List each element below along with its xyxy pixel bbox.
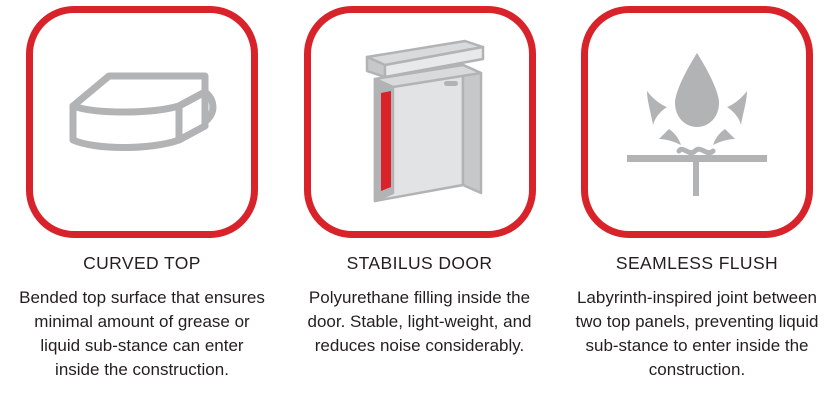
curved-top-icon (55, 62, 230, 182)
seamless-flush-icon-frame (581, 6, 813, 238)
feature-item-stabilus-door (286, 6, 554, 358)
feature-description: Labyrinth-inspired joint between two top panels, preventing liquid sub-stance to enter inside the construction. (575, 288, 819, 380)
seamless-flush-icon (617, 47, 777, 197)
feature-title: STABILUS DOOR (346, 253, 493, 273)
feature-title: CURVED TOP (83, 253, 201, 273)
curved-top-icon-frame (26, 6, 258, 238)
feature-description: Bended top surface that ensures minimal amount of grease or liquid sub-stance can enter inside the construction. (19, 288, 265, 380)
stabilus-door-icon (345, 35, 495, 210)
stabilus-door-icon-frame (304, 6, 536, 238)
feature-item-curved-top (8, 6, 276, 383)
feature-title: SEAMLESS FLUSH (615, 253, 779, 273)
feature-description: Polyurethane filling inside the door. Stable, light-weight, and reduces noise considerably. (307, 288, 532, 356)
feature-item-seamless-flush (563, 6, 831, 383)
